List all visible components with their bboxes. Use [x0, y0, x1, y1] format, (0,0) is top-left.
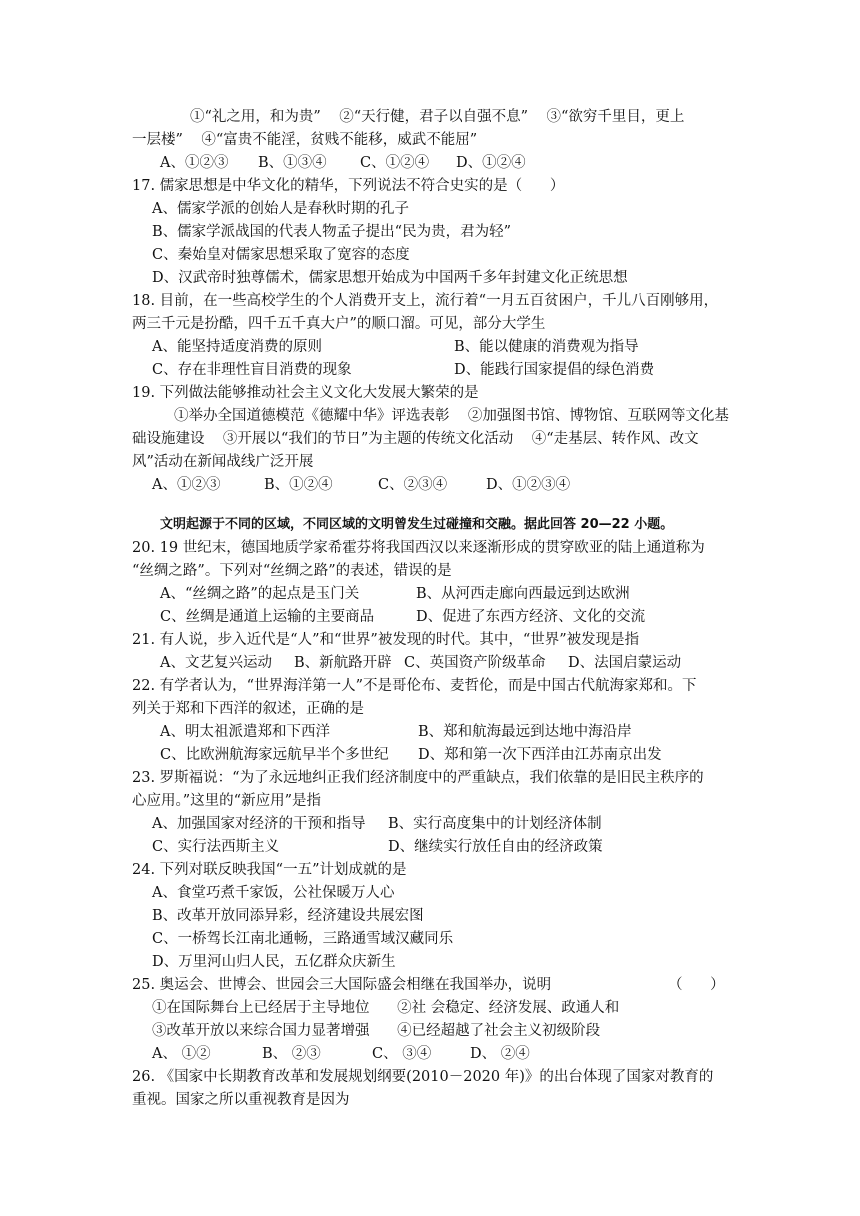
q25-answer-paren: （ ）	[668, 977, 725, 993]
q23-option-d[interactable]: D、继续实行放任自由的经济政策	[388, 839, 603, 855]
q17-option-d[interactable]: D、汉武帝时独尊儒术，儒家思想开始成为中国两千多年封建文化正统思想	[152, 270, 628, 286]
q20-option-d[interactable]: D、促进了东西方经济、文化的交流	[416, 609, 646, 625]
q18-stem-1: 18. 目前，在一些高校学生的个人消费开支上，流行着“一月五百贫困户，千儿八百刚够用，	[132, 293, 719, 309]
option-a[interactable]: A、①②③	[160, 155, 229, 171]
q18-option-a[interactable]: A、能坚持适度消费的原则	[152, 339, 322, 355]
q20-option-b[interactable]: B、从河西走廊向西最远到达欧洲	[416, 586, 630, 602]
q19-body-1: ①举办全国道德模范《德耀中华》评选表彰 ②加强图书馆、博物馆、互联网等文化基	[174, 408, 729, 424]
q18-option-b[interactable]: B、能以健康的消费观为指导	[454, 339, 639, 355]
passage-line-2: 一层楼” ④“富贵不能淫，贫贱不能移，威武不能屈”	[132, 132, 478, 148]
q18-option-d[interactable]: D、能践行国家提倡的绿色消费	[454, 362, 655, 378]
q17-option-c[interactable]: C、秦始皇对儒家思想采取了宽容的态度	[152, 247, 410, 263]
q21-option-a[interactable]: A、文艺复兴运动	[160, 655, 272, 671]
q25-body-1: ①在国际舞台上已经居于主导地位 ②社 会稳定、经济发展、政通人和	[152, 1000, 620, 1016]
q19-body-3: 风”活动在新闻战线广泛开展	[132, 454, 314, 470]
q19-body-2: 础设施建设 ③开展以“我们的节日”为主题的传统文化活动 ④“走基层、转作风、改文	[132, 431, 699, 447]
q19-stem: 19. 下列做法能够推动社会主义文化大发展大繁荣的是	[132, 385, 479, 401]
q17-stem: 17. 儒家思想是中华文化的精华，下列说法不符合史实的是（ ）	[132, 178, 565, 194]
q17-option-a[interactable]: A、儒家学派的创始人是春秋时期的孔子	[152, 201, 409, 217]
q22-option-d[interactable]: D、郑和第一次下西洋由江苏南京出发	[418, 747, 662, 763]
passage-line-1: ①“礼之用，和为贵” ②“天行健，君子以自强不息” ③“欲穷千里目，更上	[190, 109, 685, 125]
q21-option-d[interactable]: D、法国启蒙运动	[568, 655, 682, 671]
q23-stem-1: 23. 罗斯福说：“为了永远地纠正我们经济制度中的严重缺点，我们依靠的是旧民主秩序的	[132, 770, 704, 786]
q21-option-b[interactable]: B、新航路开辟	[294, 655, 392, 671]
q23-option-b[interactable]: B、实行高度集中的计划经济体制	[388, 816, 602, 832]
q20-option-c[interactable]: C、丝绸是通道上运输的主要商品	[160, 609, 375, 625]
option-c[interactable]: C、①②④	[360, 155, 430, 171]
q24-option-c[interactable]: C、一桥驾长江南北通畅，三路通雪域汉藏同乐	[152, 931, 454, 947]
section-note: 文明起源于不同的区域，不同区域的文明曾发生过碰撞和交融。据此回答 20—22 小题。	[160, 517, 674, 532]
q25-option-c[interactable]: C、 ③④	[372, 1046, 432, 1062]
q26-stem-1: 26. 《国家中长期教育改革和发展规划纲要(2010－2020 年)》的出台体现了国家对教育的	[132, 1069, 714, 1085]
q25-body-2: ③改革开放以来综合国力显著增强 ④已经超越了社会主义初级阶段	[152, 1023, 601, 1039]
q22-stem-2: 列关于郑和下西洋的叙述，正确的是	[132, 701, 364, 717]
q24-stem: 24. 下列对联反映我国“一五”计划成就的是	[132, 862, 407, 878]
q18-stem-2: 两三千元是扮酷，四千五千真大户”的顺口溜。可见，部分大学生	[132, 316, 546, 332]
q25-option-a[interactable]: A、 ①②	[152, 1046, 211, 1062]
q21-option-c[interactable]: C、英国资产阶级革命	[404, 655, 546, 671]
q20-option-a[interactable]: A、“丝绸之路”的起点是玉门关	[160, 586, 360, 602]
q20-stem-2: “丝绸之路”。下列对“丝绸之路”的表述，错误的是	[132, 563, 452, 579]
q25-option-d[interactable]: D、 ②④	[470, 1046, 530, 1062]
q24-option-d[interactable]: D、万里河山归人民，五亿群众庆新生	[152, 954, 396, 970]
q20-stem-1: 20. 19 世纪末，德国地质学家希霍芬将我国西汉以来逐渐形成的贯穿欧亚的陆上通道称为	[132, 540, 705, 556]
q18-option-c[interactable]: C、存在非理性盲目消费的现象	[152, 362, 352, 378]
q25-stem: 25. 奥运会、世博会、世园会三大国际盛会相继在我国举办，说明	[132, 977, 552, 993]
q23-option-a[interactable]: A、加强国家对经济的干预和指导	[152, 816, 366, 832]
q24-option-a[interactable]: A、食堂巧煮千家饭，公社保暖万人心	[152, 885, 395, 901]
option-b[interactable]: B、①③④	[258, 155, 327, 171]
q24-option-b[interactable]: B、改革开放同添异彩，经济建设共展宏图	[152, 908, 424, 924]
q22-option-b[interactable]: B、郑和航海最远到达地中海沿岸	[418, 724, 632, 740]
q22-option-c[interactable]: C、比欧洲航海家远航早半个多世纪	[160, 747, 389, 763]
option-d[interactable]: D、①②④	[456, 155, 526, 171]
q19-option-b[interactable]: B、①②④	[264, 477, 333, 493]
q19-option-a[interactable]: A、①②③	[152, 477, 221, 493]
q19-option-d[interactable]: D、①②③④	[486, 477, 571, 493]
q23-option-c[interactable]: C、实行法西斯主义	[152, 839, 280, 855]
q25-option-b[interactable]: B、 ②③	[262, 1046, 321, 1062]
q19-option-c[interactable]: C、②③④	[378, 477, 448, 493]
q21-stem: 21. 有人说，步入近代是“人”和“世界”被发现的时代。其中，“世界”被发现是指	[132, 632, 640, 648]
q17-option-b[interactable]: B、儒家学派战国的代表人物孟子提出“民为贵，君为轻”	[152, 224, 511, 240]
q26-stem-2: 重视。国家之所以重视教育是因为	[132, 1092, 350, 1108]
q22-option-a[interactable]: A、明太祖派遣郑和下西洋	[160, 724, 330, 740]
q23-stem-2: 心应用。”这里的“新应用”是指	[132, 793, 321, 809]
q22-stem-1: 22. 有学者认为，“世界海洋第一人”不是哥伦布、麦哲伦，而是中国古代航海家郑和。下	[132, 678, 697, 694]
